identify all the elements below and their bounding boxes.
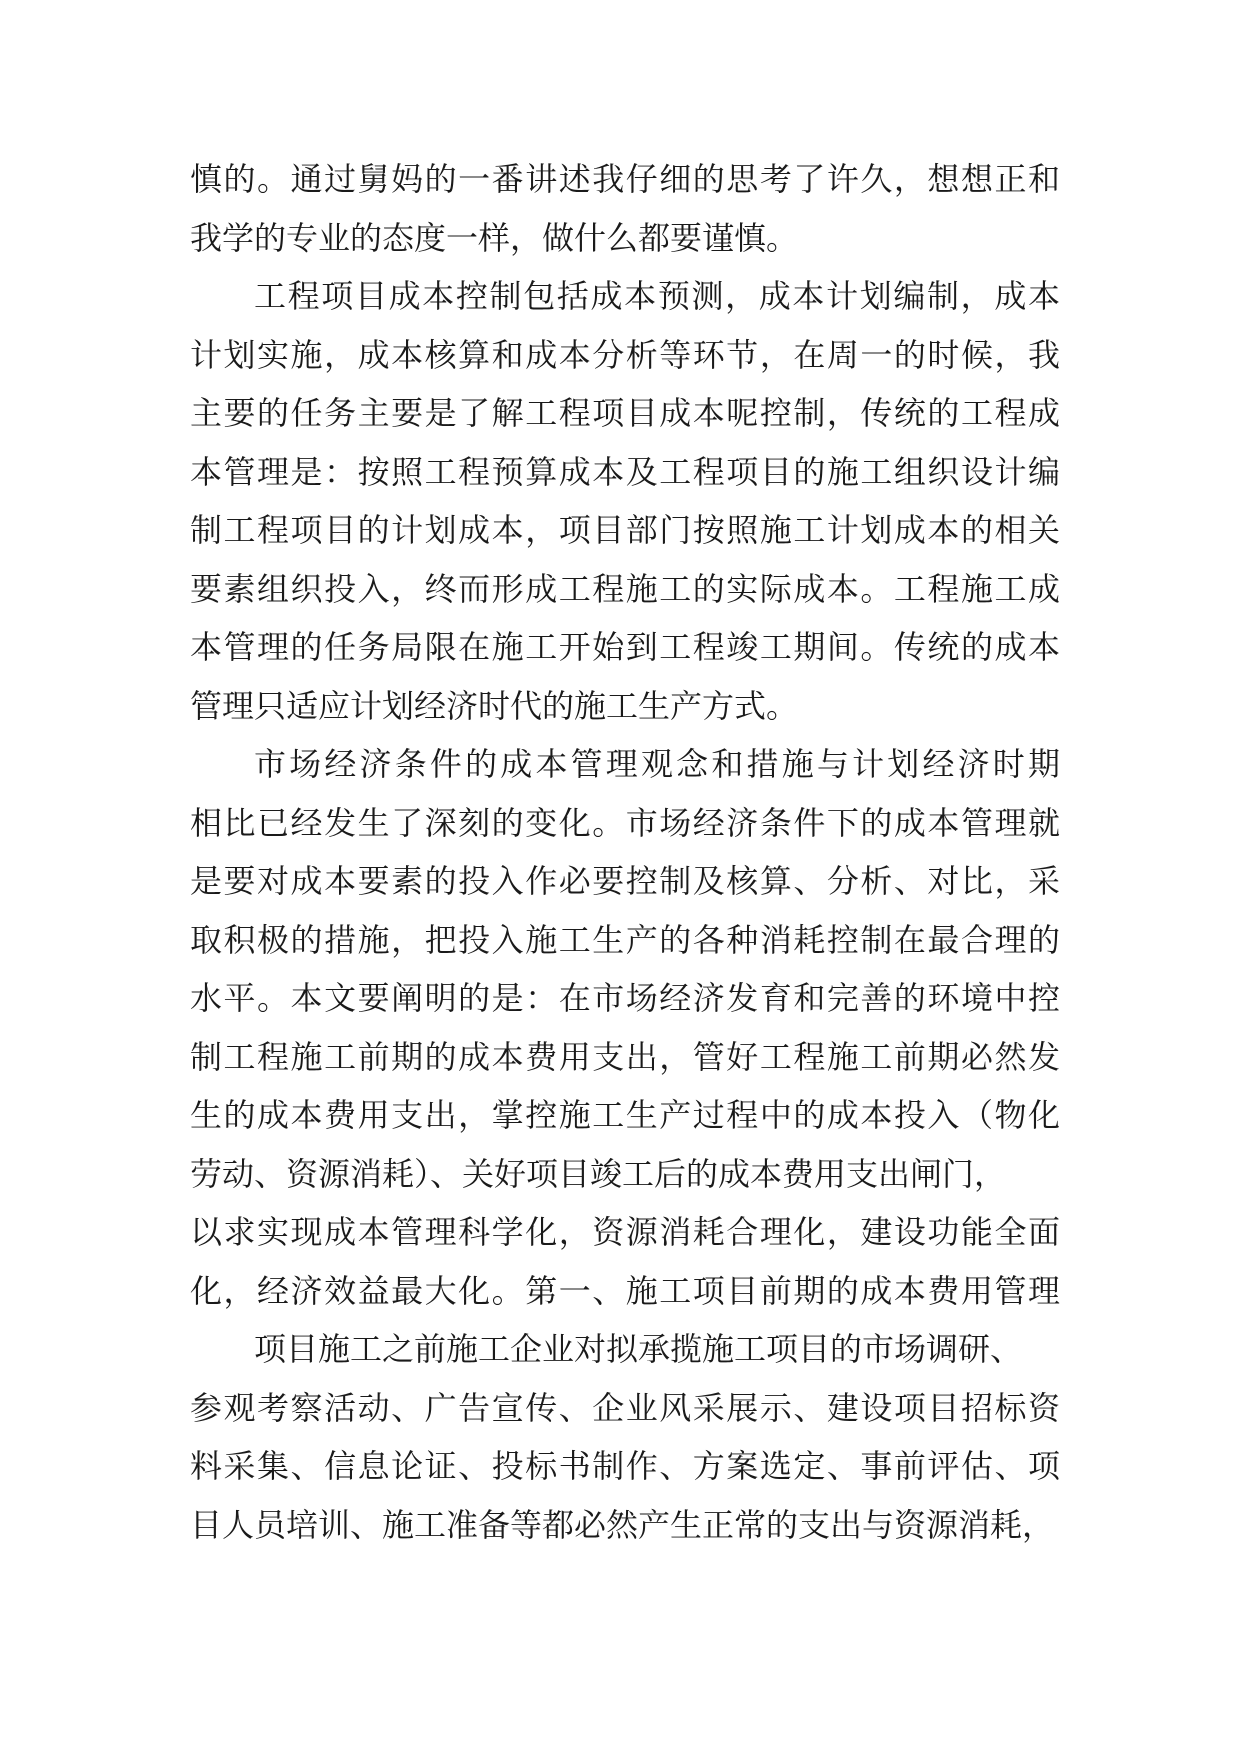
text-line: 慎的。通过舅妈的一番讲述我仔细的思考了许久，想想正和 [190,160,1060,198]
text-line: 目人员培训、施工准备等都必然产生正常的支出与资源消耗， [190,1505,1055,1544]
text-line: 生的成本费用支出，掌控施工生产过程中的成本投入（物化 [190,1096,1060,1134]
body-text [190,150,1060,1554]
text-line: 料采集、信息论证、投标书制作、方案选定、事前评估、项 [190,1447,1060,1485]
text-line: 相比已经发生了深刻的变化。市场经济条件下的成本管理就 [190,803,1060,842]
text-line: 以求实现成本管理科学化，资源消耗合理化，建设功能全面 [190,1213,1060,1251]
text-line: 水平。本文要阐明的是：在市场经济发育和完善的环境中控 [190,979,1060,1017]
text-line: 本管理的任务局限在施工开始到工程竣工期间。传统的成本 [190,628,1060,666]
text-line: 是要对成本要素的投入作必要控制及核算、分析、对比，采 [190,862,1060,900]
text-line: 计划实施，成本核算和成本分析等环节，在周一的时候，我 [190,335,1060,374]
text-line: 我学的专业的态度一样，做什么都要谨慎。 [190,218,799,257]
text-line: 管理只适应计划经济时代的施工生产方式。 [190,686,799,725]
text-line: 化，经济效益最大化。第一、施工项目前期的成本费用管理 [190,1271,1060,1310]
paragraph-first-line: 项目施工之前施工企业对拟承揽施工项目的市场调研、 [254,1330,1023,1368]
text-line: 本管理是：按照工程预算成本及工程项目的施工组织设计编 [190,452,1060,491]
text-line: 要素组织投入，终而形成工程施工的实际成本。工程施工成 [190,569,1060,608]
paragraph-first-line: 市场经济条件的成本管理观念和措施与计划经济时期 [254,745,1060,783]
text-line: 主要的任务主要是了解工程项目成本呢控制，传统的工程成 [190,394,1060,432]
text-line: 制工程施工前期的成本费用支出，管好工程施工前期必然发 [190,1037,1060,1076]
text-line: 取积极的措施，把投入施工生产的各种消耗控制在最合理的 [190,920,1060,959]
text-line: 制工程项目的计划成本，项目部门按照施工计划成本的相关 [190,511,1060,549]
paragraph-first-line: 工程项目成本控制包括成本预测，成本计划编制，成本 [254,277,1060,315]
text-line: 劳动、资源消耗）、关好项目竣工后的成本费用支出闸门， [190,1154,1007,1193]
text-line: 参观考察活动、广告宣传、企业风采展示、建设项目招标资 [190,1388,1060,1427]
